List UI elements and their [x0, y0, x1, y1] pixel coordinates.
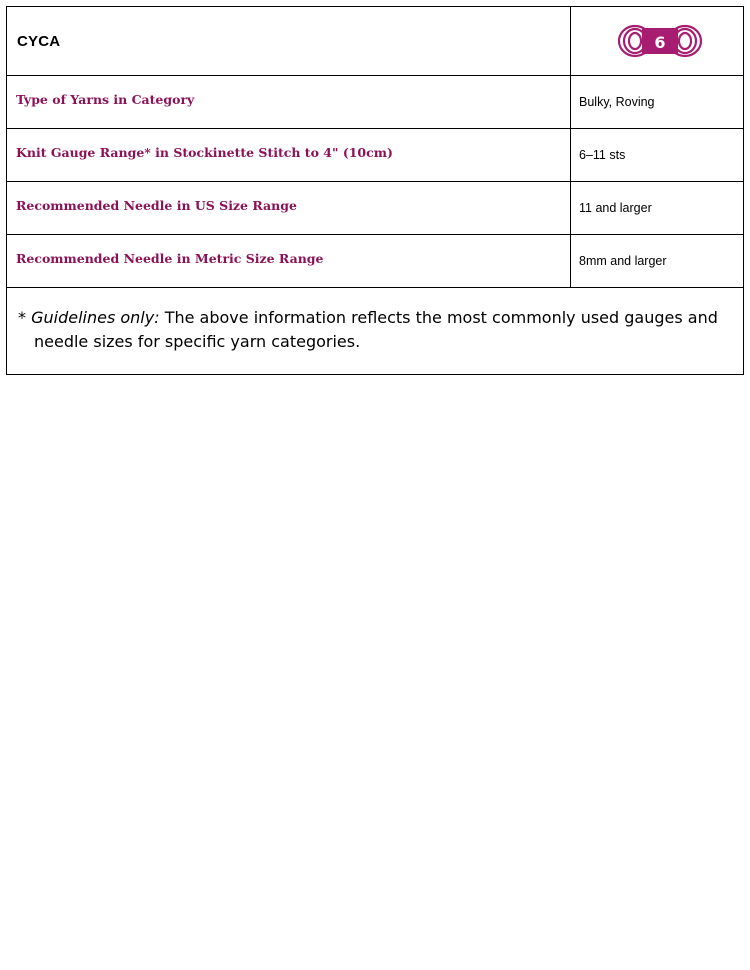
row-value-cell — [571, 76, 743, 128]
row-value-metric-needle: 8mm and larger — [579, 254, 667, 268]
footnote-asterisk: * — [18, 308, 32, 327]
row-value-cell — [571, 235, 743, 287]
table-row — [7, 76, 743, 129]
table-header-row — [7, 7, 743, 76]
table-row — [7, 235, 743, 288]
table-row — [7, 129, 743, 182]
row-value-yarn-type: Bulky, Roving — [579, 95, 655, 109]
row-label-yarn-type: Type of Yarns in Category — [16, 91, 195, 107]
row-label-cell — [7, 129, 571, 181]
row-value-us-needle: 11 and larger — [579, 201, 652, 215]
footnote-text — [18, 306, 723, 354]
header-title-cell — [7, 7, 571, 75]
footnote-body: The above information reflects the most commonly used gauges and needle sizes for specific yarn categories. — [34, 308, 718, 351]
header-title: CYCA — [17, 32, 61, 50]
footnote-emphasis: Guidelines only: — [31, 308, 160, 327]
row-label-metric-needle: Recommended Needle in Metric Size Range — [16, 250, 324, 266]
yarn-weight-number: 6 — [654, 33, 666, 52]
row-label-gauge: Knit Gauge Range* in Stockinette Stitch to 4" (10cm) — [16, 144, 393, 160]
row-label-cell — [7, 182, 571, 234]
row-label-cell — [7, 76, 571, 128]
table-row — [7, 182, 743, 235]
yarn-skein-icon — [615, 22, 705, 60]
row-label-us-needle: Recommended Needle in US Size Range — [16, 197, 297, 213]
row-value-cell — [571, 129, 743, 181]
footnote — [7, 288, 743, 354]
row-value-gauge: 6–11 sts — [579, 148, 626, 162]
yarn-weight-table — [6, 6, 744, 375]
row-label-cell — [7, 235, 571, 287]
header-symbol-cell — [571, 7, 743, 75]
row-value-cell — [571, 182, 743, 234]
